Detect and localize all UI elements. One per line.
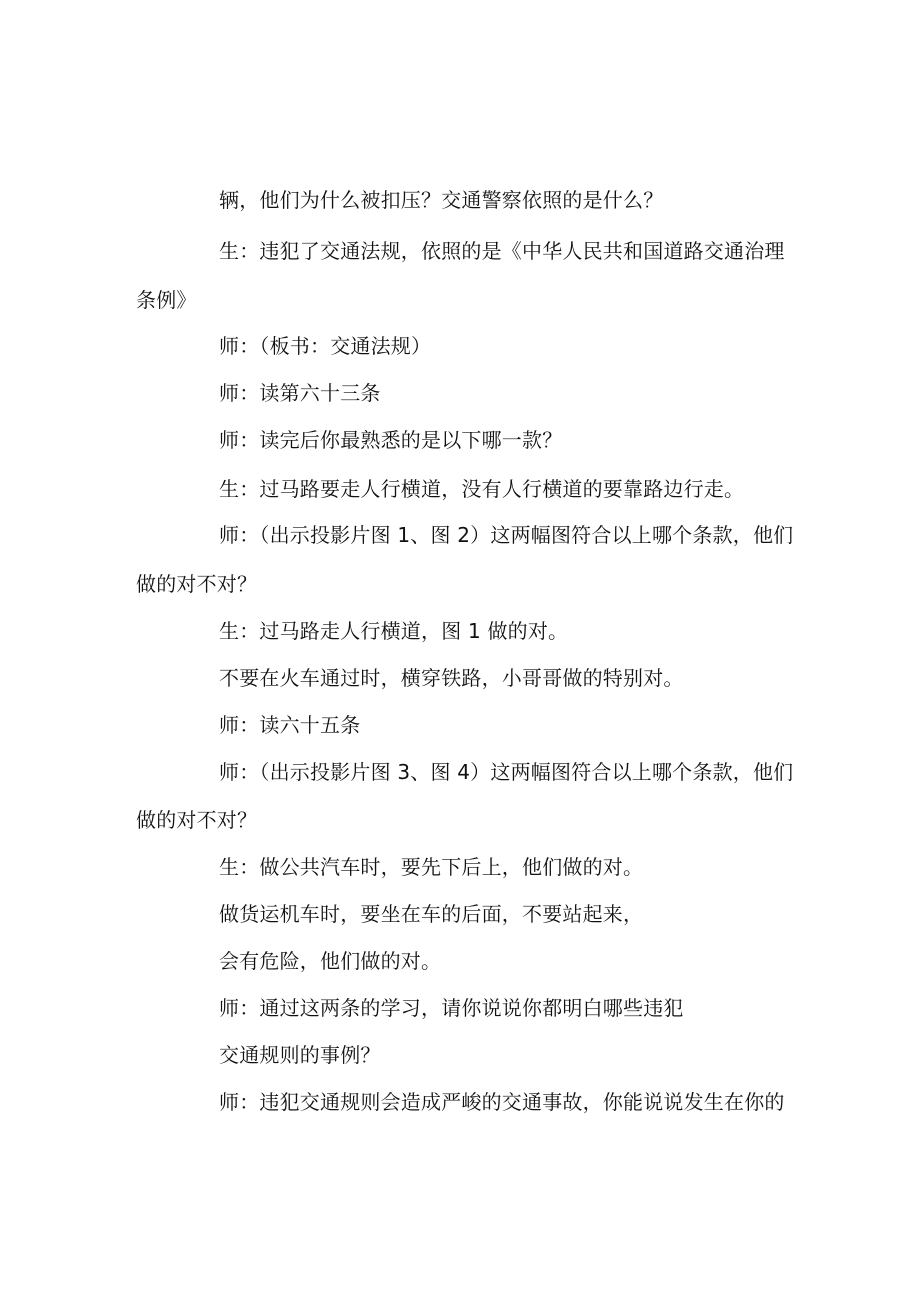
text-line: 条例》 [136,288,197,312]
text-line: 辆，他们为什么被扣压？交通警察依照的是什么？ [219,188,664,212]
text-line: 做货运机车时，要坐在车的后面，不要站起来， [219,902,644,926]
text-line: 生：违犯了交通法规，依照的是《中华人民共和国道路交通治理 [219,239,785,263]
text-line: 生：过马路要走人行横道，没有人行横道的要靠路边行走。 [219,477,745,501]
text-line: 交通规则的事例？ [219,1043,381,1067]
text-line: 师：违犯交通规则会造成严峻的交通事故，你能说说发生在你的 [219,1090,785,1114]
text-line: 会有危险，他们做的对。 [219,949,442,973]
text-line: 师：（出示投影片图 1、图 2）这两幅图符合以上哪个条款，他们 [219,523,794,547]
text-line: 做的对不对？ [136,572,258,596]
text-line: 师：（出示投影片图 3、图 4）这两幅图符合以上哪个条款，他们 [219,760,794,784]
text-line: 师：读第六十三条 [219,381,381,405]
text-line: 做的对不对？ [136,808,258,832]
text-line: 师：通过这两条的学习，请你说说你都明白哪些违犯 [219,996,684,1020]
text-line: 师：（板书：交通法规） [219,334,432,358]
text-line: 不要在火车通过时，横穿铁路，小哥哥做的特别对。 [219,666,684,690]
text-line: 师：读六十五条 [219,713,361,737]
text-line: 师：读完后你最熟悉的是以下哪一款？ [219,428,563,452]
text-line: 生：做公共汽车时，要先下后上，他们做的对。 [219,855,644,879]
text-line: 生：过马路走人行横道，图 1 做的对。 [219,619,569,643]
